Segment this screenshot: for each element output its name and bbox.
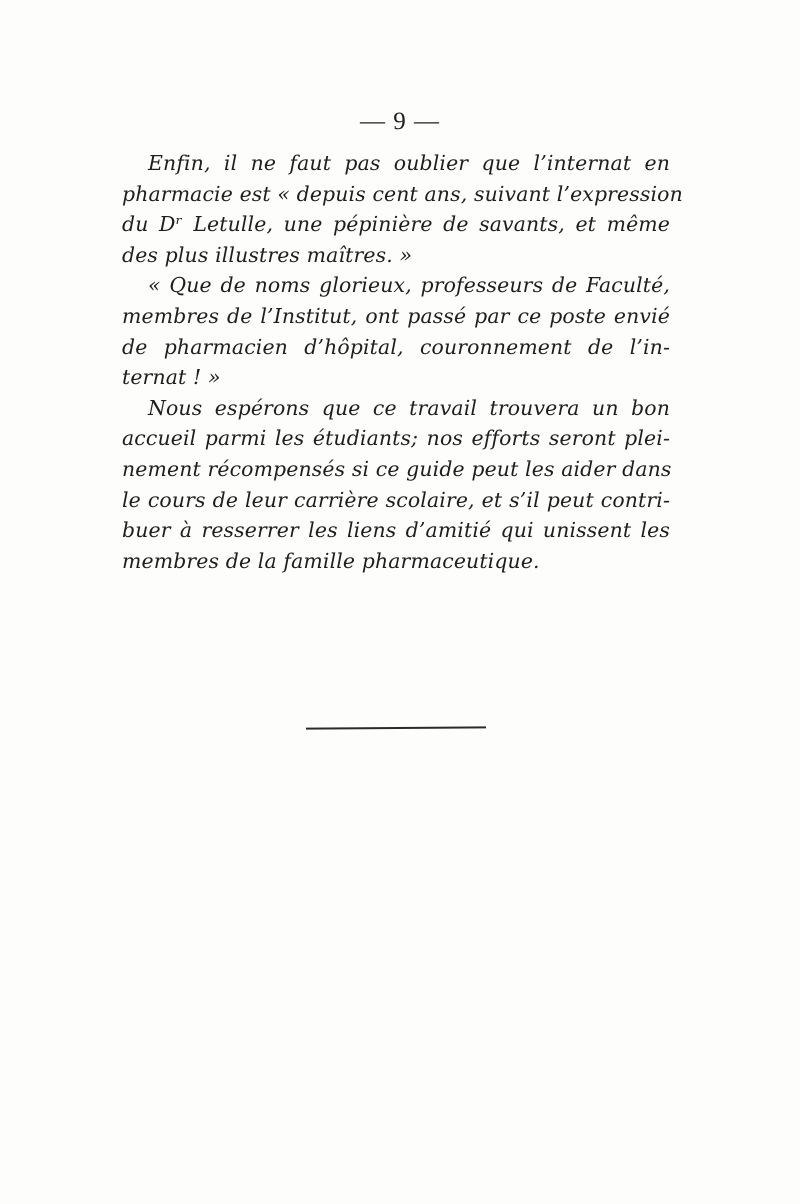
text-line: du Dʳ Letulle, une pépinière de savants, et même bbox=[122, 212, 670, 237]
text-line: Nous espérons que ce travail trouvera un bon bbox=[148, 395, 670, 420]
page-number: — 9 — bbox=[360, 108, 440, 135]
text-line: membres de la famille pharmaceutique. bbox=[122, 548, 540, 573]
body-text bbox=[122, 148, 683, 576]
text-line: le cours de leur carrière scolaire, et s’il peut contri- bbox=[122, 487, 670, 512]
closing-rule bbox=[306, 726, 486, 729]
text-line: buer à resserrer les liens d’amitié qui unissent les bbox=[122, 518, 670, 543]
text-line: Enfin, il ne faut pas oublier que l’internat en bbox=[148, 151, 670, 175]
text-line: accueil parmi les étudiants; nos efforts seront plei- bbox=[122, 426, 670, 451]
text-line: des plus illustres maîtres. » bbox=[122, 242, 413, 267]
text-line: ternat ! » bbox=[122, 365, 221, 390]
text-line: membres de l’Institut, ont passé par ce poste envié bbox=[122, 303, 670, 328]
text-line: pharmacie est « depuis cent ans, suivant l’expression bbox=[122, 181, 683, 206]
text-line: nement récompensés si ce guide peut les aider dans bbox=[122, 456, 672, 481]
text-line: « Que de noms glorieux, professeurs de Faculté, bbox=[148, 273, 670, 298]
text-line: de pharmacien d’hôpital, couronnement de l’in- bbox=[122, 334, 670, 359]
